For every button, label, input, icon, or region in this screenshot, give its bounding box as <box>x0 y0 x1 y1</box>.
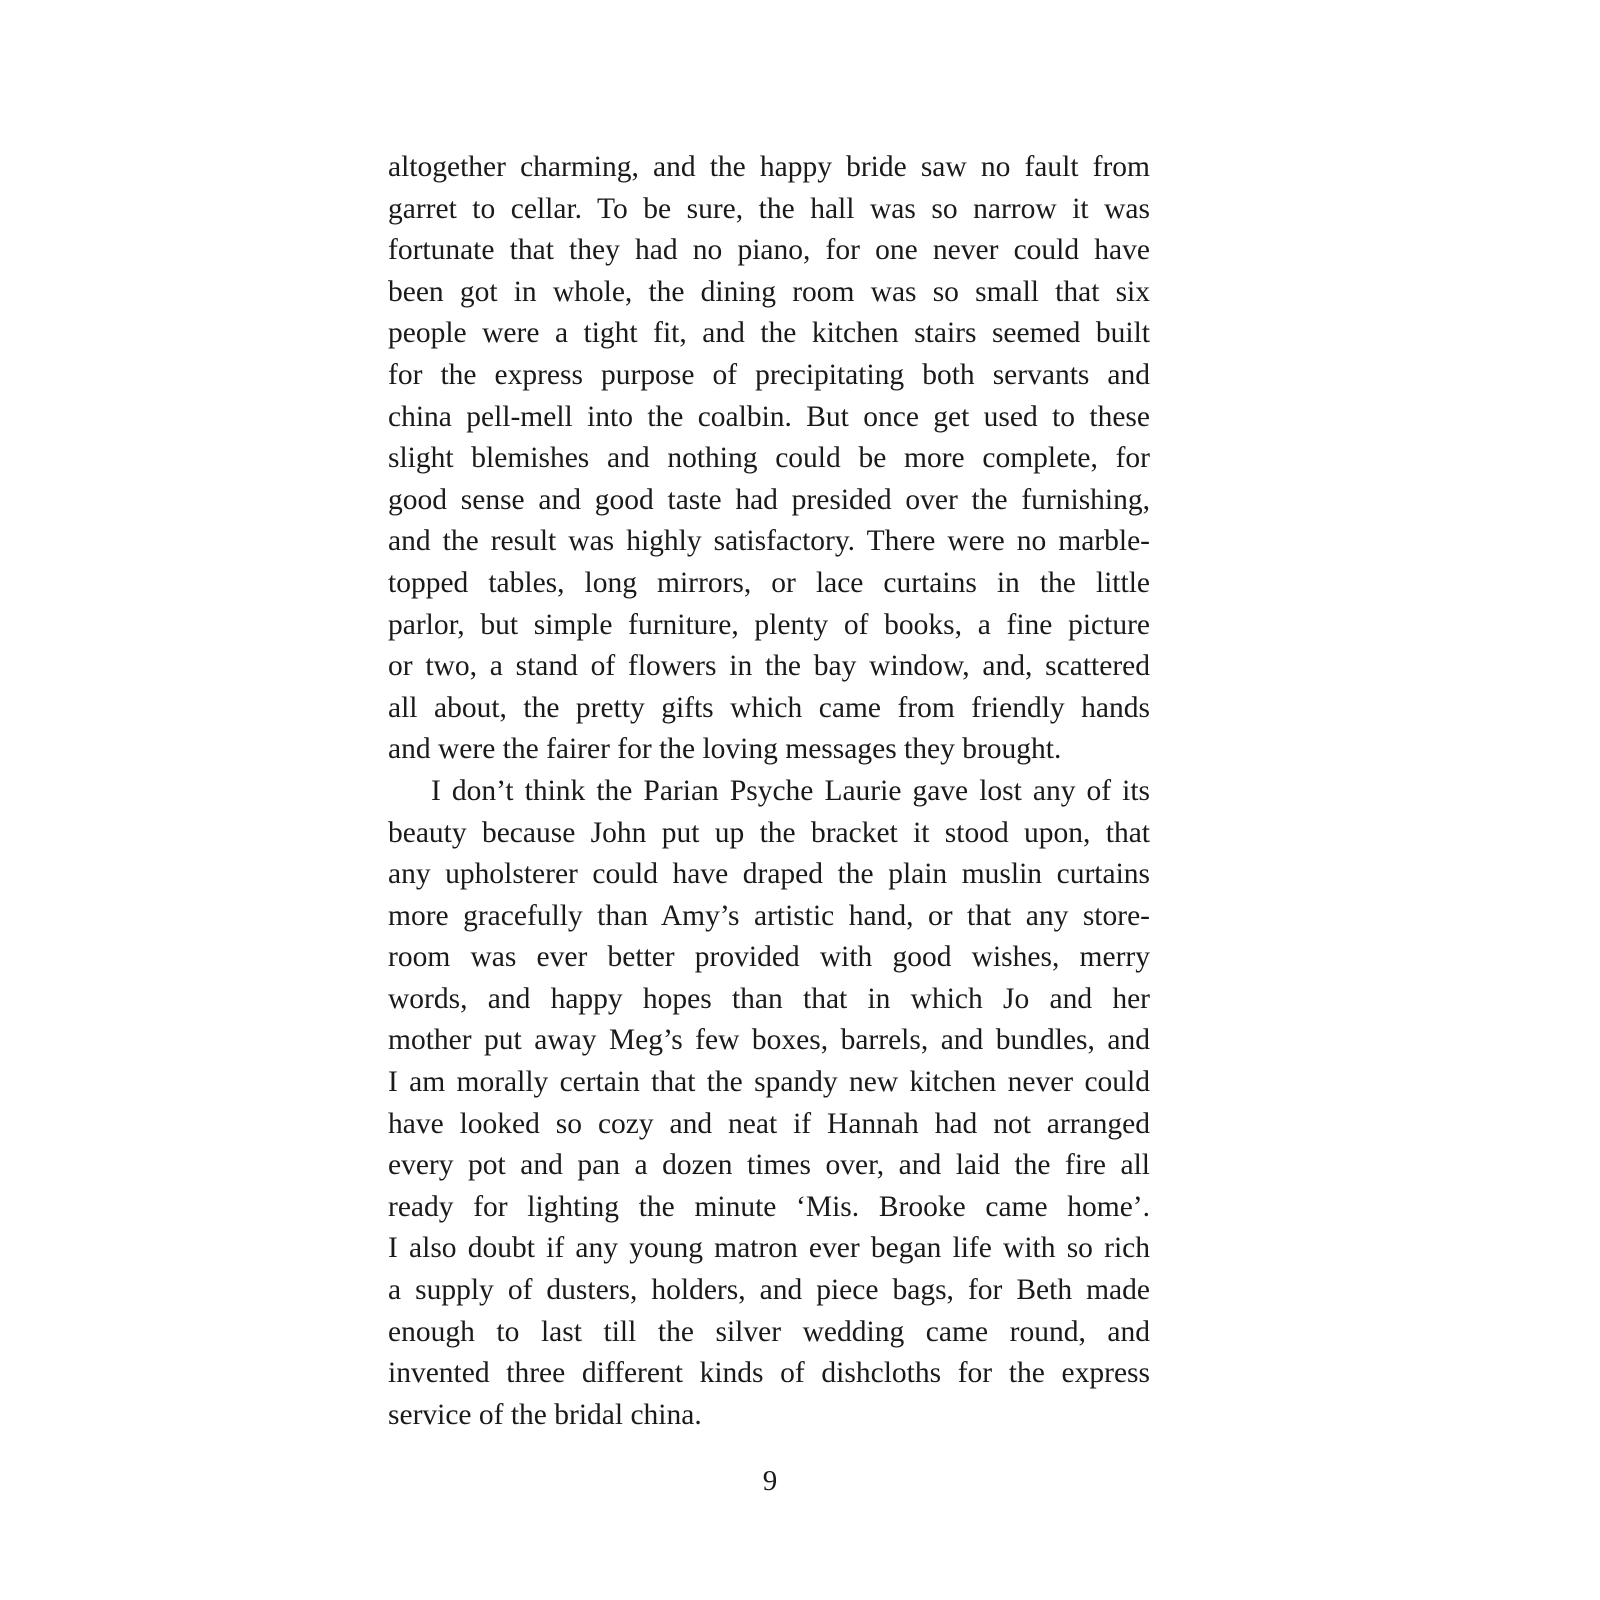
body-text <box>388 147 1150 1436</box>
text-line: fortunate that they had no piano, for one never could have <box>388 234 1150 267</box>
text-line: for the express purpose of precipitating both servants and <box>388 358 1150 391</box>
text-line: words, and happy hopes than that in which Jo and her <box>388 982 1150 1015</box>
text-line: slight blemishes and nothing could be more complete, for <box>388 442 1150 475</box>
text-line: altogether charming, and the happy bride saw no fault from <box>388 151 1150 183</box>
text-line: beauty because John put up the bracket it stood upon, that <box>388 816 1150 849</box>
paragraph <box>388 771 1150 1437</box>
text-line: garret to cellar. To be sure, the hall was so narrow it was <box>388 192 1150 225</box>
text-line: been got in whole, the dining room was so small that six <box>388 275 1150 308</box>
text-line: every pot and pan a dozen times over, and laid the fire all <box>388 1149 1150 1182</box>
text-line: room was ever better provided with good wishes, merry <box>388 941 1150 974</box>
text-line: I am morally certain that the spandy new kitchen never could <box>388 1066 1150 1099</box>
text-line: parlor, but simple furniture, plenty of books, a fine picture <box>388 608 1150 641</box>
text-line: all about, the pretty gifts which came from friendly hands <box>388 691 1150 724</box>
text-line: and the result was highly satisfactory. There were no marble- <box>388 525 1150 558</box>
text-line: mother put away Meg’s few boxes, barrels, and bundles, and <box>388 1024 1150 1057</box>
text-line: I also doubt if any young matron ever began life with so rich <box>388 1232 1150 1265</box>
text-line: a supply of dusters, holders, and piece bags, for Beth made <box>388 1274 1150 1307</box>
text-line: and were the fairer for the loving messages they brought. <box>388 733 1062 766</box>
paragraph <box>388 147 1150 771</box>
text-line: any upholsterer could have draped the plain muslin curtains <box>388 858 1150 891</box>
text-line: I don’t think the Parian Psyche Laurie gave lost any of its <box>431 774 1150 807</box>
text-line: topped tables, long mirrors, or lace curtains in the little <box>388 566 1150 599</box>
text-line: china pell-mell into the coalbin. But once get used to these <box>388 400 1150 433</box>
text-line: enough to last till the silver wedding came round, and <box>388 1315 1150 1348</box>
text-line: or two, a stand of flowers in the bay window, and, scattered <box>388 650 1150 683</box>
page-number: 9 <box>762 1465 778 1497</box>
text-line: people were a tight fit, and the kitchen stairs seemed built <box>388 317 1150 350</box>
text-line: service of the bridal china. <box>388 1398 702 1431</box>
text-line: invented three different kinds of dishcloths for the express <box>388 1357 1150 1390</box>
text-line: ready for lighting the minute ‘Mis. Brooke came home’. <box>388 1190 1150 1223</box>
text-line: more gracefully than Amy’s artistic hand, or that any store- <box>388 899 1150 932</box>
text-line: good sense and good taste had presided over the furnishing, <box>388 483 1150 516</box>
text-line: have looked so cozy and neat if Hannah had not arranged <box>388 1107 1150 1140</box>
